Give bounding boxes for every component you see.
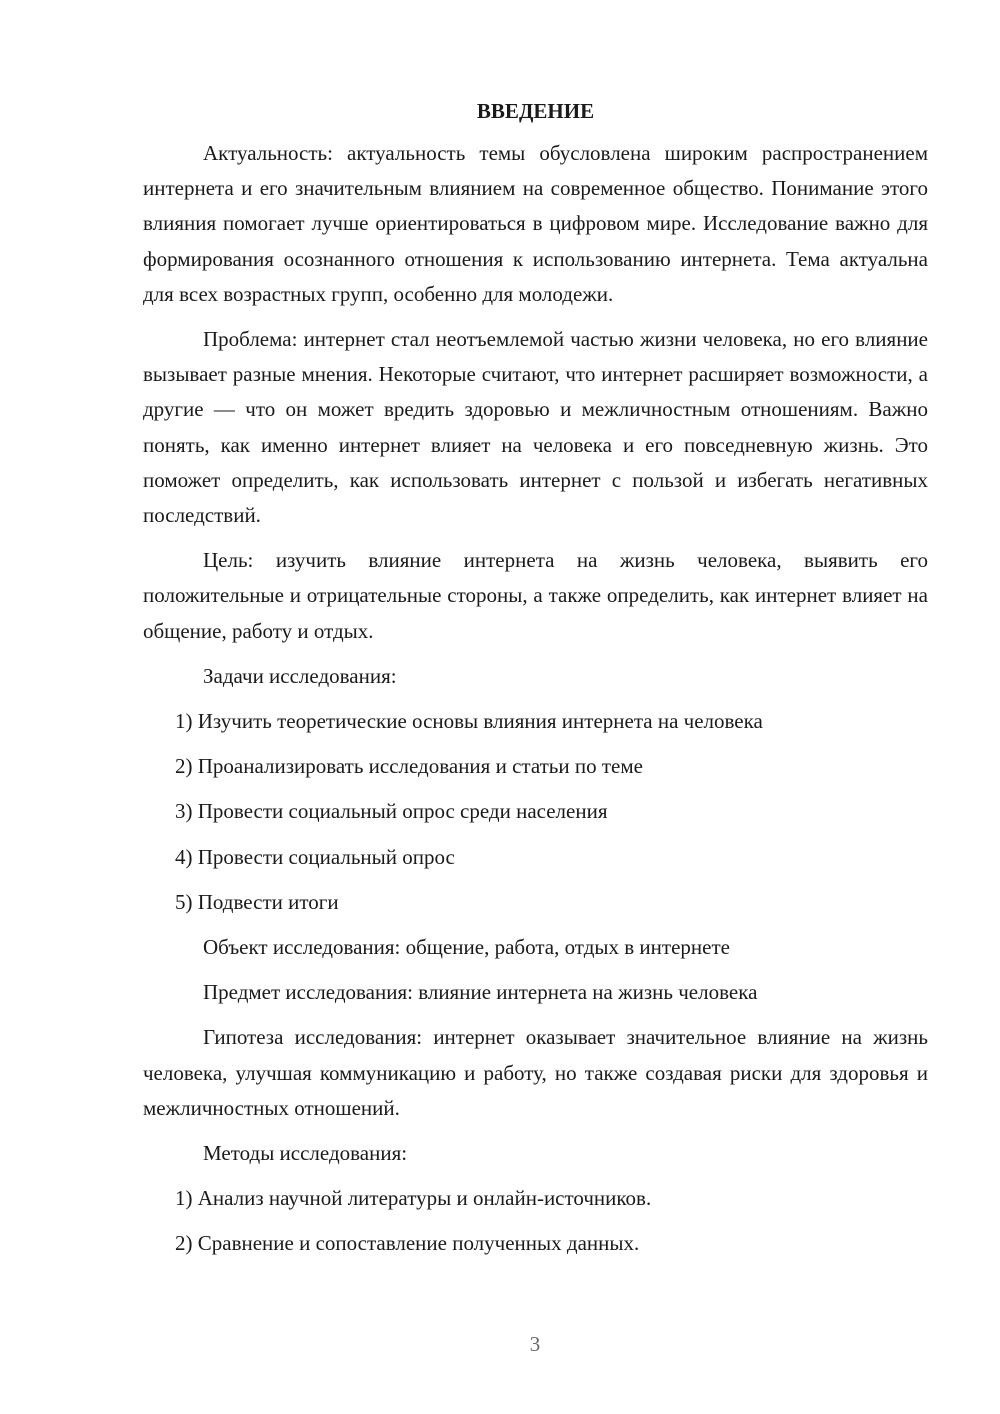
relevance-paragraph: Актуальность: актуальность темы обусловлена широким распространением интернета и его значительным влиянием на современное общество. Понимание этого влияния помогает лучше ориентироваться в цифровом мире. Исследование важно для формирования осознанного отношения к использованию интернета. Тема актуальна для всех возрастных групп, особенно для молодежи. [143,141,928,306]
task-item: 3) Провести социальный опрос среди населения [175,799,608,824]
document-page [143,96,928,1262]
method-item: 2) Сравнение и сопоставление полученных данных. [175,1231,640,1256]
goal-paragraph: Цель: изучить влияние интернета на жизнь человека, выявить его положительные и отрицательные стороны, а также определить, как интернет влияет на общение, работу и отдых. [143,548,928,643]
problem-paragraph: Проблема: интернет стал неотъемлемой частью жизни человека, но его влияние вызывает разные мнения. Некоторые считают, что интернет расширяет возможности, а другие — что он может вредить здоровью и межличностным отношениям. Важно понять, как именно интернет влияет на человека и его повседневную жизнь. Это поможет определить, как использовать интернет с пользой и избегать негативных последствий. [143,327,928,528]
page-number: 3 [529,1332,541,1356]
research-subject: Предмет исследования: влияние интернета на жизнь человека [203,980,758,1005]
hypothesis-paragraph: Гипотеза исследования: интернет оказывает значительное влияние на жизнь человека, улучшая коммуникацию и работу, но также создавая риски для здоровья и межличностных отношений. [143,1025,928,1120]
research-object: Объект исследования: общение, работа, отдых в интернете [203,935,730,960]
task-item: 5) Подвести итоги [175,889,339,914]
page-title: ВВЕДЕНИЕ [476,99,595,123]
methods-heading: Методы исследования: [203,1141,408,1166]
task-item: 4) Провести социальный опрос [175,844,455,869]
task-item: 2) Проанализировать исследования и статьи по теме [175,754,643,779]
task-item: 1) Изучить теоретические основы влияния интернета на человека [175,709,763,734]
tasks-heading: Задачи исследования: [203,663,397,688]
method-item: 1) Анализ научной литературы и онлайн-источников. [175,1186,652,1211]
